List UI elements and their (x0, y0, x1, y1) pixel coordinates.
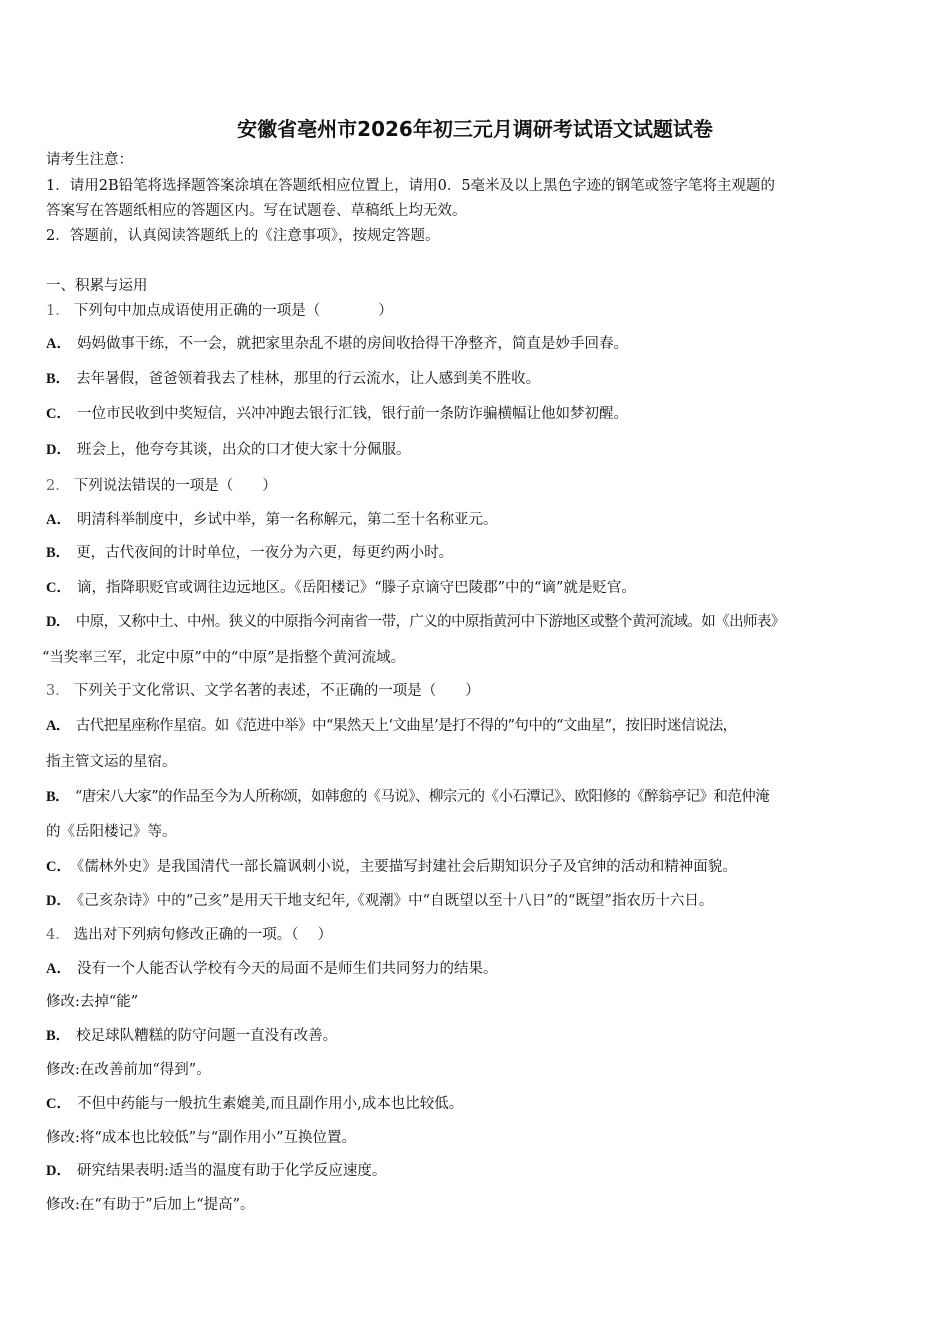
option-label: D． (46, 893, 71, 909)
question-stem (46, 477, 277, 495)
option-label: C． (46, 406, 71, 422)
question-stem (46, 926, 332, 944)
option-label: A． (46, 718, 70, 734)
option (46, 788, 769, 806)
option (46, 579, 636, 597)
question-number: 3． (46, 683, 70, 699)
option-text: 没有一个人能否认学校有今天的局面不是师生们共同努力的结果。 (76, 961, 498, 977)
option (46, 405, 628, 423)
option-label: A． (46, 961, 71, 977)
option-text: “唐宋八大家”的作品至今为人所称颂，如韩愈的《马说》、柳宗元的《小石潭记》、欧阳修的《醉翁亭记》和范仲淹 (74, 789, 770, 805)
option-text: 班会上，他夸夸其谈，出众的口才使大家十分佩服。 (76, 442, 411, 458)
option (46, 511, 497, 529)
option-label: B． (46, 789, 69, 805)
option (46, 441, 410, 459)
option-text: 谪，指降职贬官或调往边远地区。《岳阳楼记》“滕子京谪守巴陵郡”中的“谪”就是贬官。 (76, 580, 636, 596)
question-stem (46, 302, 393, 320)
option-label: C． (46, 859, 71, 875)
option (46, 858, 737, 876)
option (46, 1162, 386, 1180)
option (46, 960, 497, 978)
option-text: 妈妈做事干练，不一会，就把家里杂乱不堪的房间收拾得干净整齐，简直是妙手回春。 (76, 336, 628, 352)
option-fix: 修改:将“成本也比较低”与“副作用小”互换位置。 (46, 1130, 357, 1146)
option-text: 明清科举制度中，乡试中举，第一名称解元，第二至十名称亚元。 (76, 512, 498, 528)
option-text: 一位市民收到中奖短信，兴冲冲跑去银行汇钱，银行前一条防诈骗横幅让他如梦初醒。 (76, 406, 628, 422)
option (46, 544, 453, 562)
option (46, 1027, 337, 1045)
option (46, 613, 785, 631)
notice-item: 2．答题前，认真阅读答题纸上的《注意事项》，按规定答题。 (46, 228, 440, 244)
page-title: 安徽省亳州市2026年初三元月调研考试语文试题试卷 (237, 117, 713, 141)
option-text: 《儒林外史》是我国清代一部长篇讽刺小说，主要描写封建社会后期知识分子及官绅的活动和精神面貌。 (76, 859, 737, 875)
section-heading: 一、积累与运用 (46, 278, 148, 294)
option-continuation: 指主管文运的星宿。 (46, 754, 177, 770)
option-label: B． (46, 1028, 71, 1044)
option-label: D． (46, 442, 71, 458)
question-number: 1． (46, 303, 70, 319)
option-text: 古代把星座称作星宿。如《范进中举》中“果然天上‘文曲星’是打不得的”句中的“文曲星”，按旧时迷信说法， (75, 718, 737, 734)
option-fix: 修改:在改善前加“得到”。 (46, 1062, 211, 1078)
option-text: 去年暑假，爸爸领着我去了桂林，那里的行云流水，让人感到美不胜收。 (76, 371, 541, 387)
option-label: B． (46, 371, 71, 387)
question-stem (46, 682, 480, 700)
option-label: A． (46, 512, 71, 528)
option (46, 1095, 463, 1113)
option-fix: 修改:在“有助于”后加上“提高”。 (46, 1197, 255, 1213)
option-continuation: “当奖率三军，北定中原”中的“中原”是指整个黄河流域。 (42, 650, 406, 666)
option-text: 《己亥杂诗》中的“己亥”是用天干地支纪年,《观潮》中“自既望以至十八日”的“既望”指农历十六日。 (76, 893, 714, 909)
option-text: 校足球队糟糕的防守问题一直没有改善。 (76, 1028, 338, 1044)
option-text: 更，古代夜间的计时单位，一夜分为六更，每更约两小时。 (76, 545, 454, 561)
option-label: D． (46, 614, 70, 630)
option-label: C． (46, 1096, 71, 1112)
notice-heading: 请考生注意： (46, 152, 133, 168)
option (46, 370, 540, 388)
question-text: 选出对下列病句修改正确的一项。（ ） (73, 927, 333, 943)
notice-item: 答案写在答题纸相应的答题区内。写在试题卷、草稿纸上均无效。 (46, 203, 467, 219)
option (46, 892, 713, 910)
option-label: B． (46, 545, 71, 561)
option-text: 不但中药能与一般抗生素媲美,而且副作用小,成本也比较低。 (76, 1096, 464, 1112)
option-text: 中原，又称中土、中州。狭义的中原指今河南省一带，广义的中原指黄河中下游地区或整个黄河流域。如《出师表》 (75, 614, 785, 630)
option (46, 335, 628, 353)
option-label: A． (46, 336, 71, 352)
option (46, 717, 737, 735)
question-number: 2． (46, 478, 70, 494)
question-number: 4． (46, 927, 70, 943)
option-fix: 修改:去掉“能” (46, 994, 139, 1010)
notice-item: 1．请用2B铅笔将选择题答案涂填在答题纸相应位置上，请用0．5毫米及以上黑色字迹的钢笔或签字笔将主观题的 (46, 178, 776, 194)
option-label: D． (46, 1163, 71, 1179)
question-text: 下列关于文化常识、文学名著的表述，不正确的一项是（ ） (73, 683, 480, 699)
question-text: 下列说法错误的一项是（ ） (73, 478, 277, 494)
option-continuation: 的《岳阳楼记》等。 (46, 824, 177, 840)
question-text: 下列句中加点成语使用正确的一项是（ ） (73, 303, 393, 319)
option-text: 研究结果表明:适当的温度有助于化学反应速度。 (76, 1163, 387, 1179)
option-label: C． (46, 580, 71, 596)
